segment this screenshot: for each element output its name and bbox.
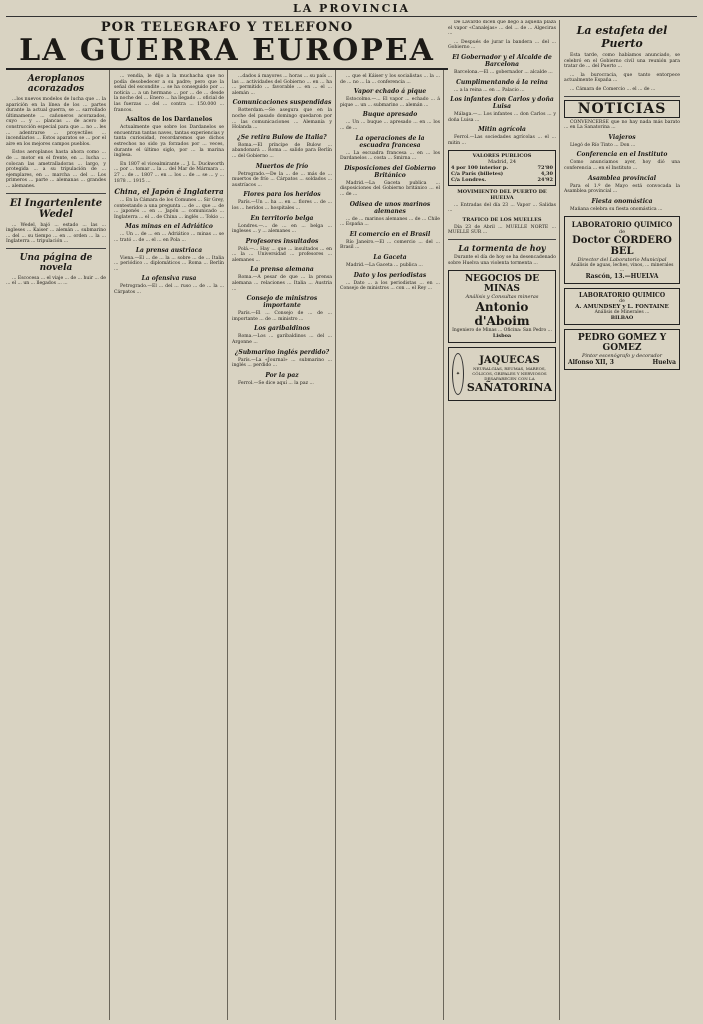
headline-fiesta: Fiesta onomástica (591, 197, 653, 205)
divider (6, 193, 106, 194)
ad-address-row (568, 359, 676, 366)
article-text: Río Janeiro.—El ... comercio ... del ... Brasil ... (340, 239, 440, 251)
ad-sanatorina (448, 347, 556, 401)
column-2 (114, 20, 228, 1020)
headline-vapor: Vapor echado á pique (353, 88, 427, 96)
ad-brand: SAÑATORINA (466, 380, 552, 394)
article-text: Roma.—El príncipe de Bulow ... abandonará ... Roma ... salido para Berlín ... del Gobierno ... (232, 142, 332, 159)
war-news-banner (6, 20, 448, 70)
masthead (6, 2, 697, 17)
ad-pedro-gomez (564, 329, 680, 370)
article-text: ... Entradas del día 23 ... Vapor ... Salidas ... (448, 202, 556, 214)
article-text: París.—Un ... ha ... en ... flores ... de ... los ... heridos ... hospitales ... (232, 200, 332, 211)
article-text: Estos aeroplanos hasta ahora como ... de ... motor en el frente, en ... lucha ... colocan las ametralladoras ... largo, y protegida ... a su tripulación de ... ejemplares, en ... marcha ... del ... Los primeros ... parte ... alemanas ... grandes ... alemanes. (6, 150, 106, 189)
article-text: París.—El ... Consejo de ... de ... importante ... de ... ministro ... (232, 311, 332, 322)
ad-address: Rascón, 13.—HUELVA (585, 273, 659, 281)
column-1 (6, 20, 110, 1020)
headline-paz: Por la paz (265, 371, 299, 379)
headline-escuadra: La operaciones de la escuadra francesa (355, 134, 425, 149)
article-text: Madrid.—La Gaceta publica ... disposiciones del Gobierno británico ... el ... de ... (340, 180, 440, 197)
ad-body: Análisis de Minerales ... (594, 310, 650, 316)
article-text: ... Wedel, bajó ... estado ... las ... ingleses ... Kaiser ... alemán ... submarino ... del ... su tiempo ... en ... orden ... la ... Inglaterra ... tripulación ... (6, 222, 106, 245)
ad-title: LABORATORIO QUIMICO (578, 292, 666, 300)
headline-odisea: Odisea de unos marinos alemanes (349, 200, 431, 215)
column-4 (340, 20, 444, 1020)
article-text: Esta tarde, como habíamos anunciado, se celebró en el Gobierno civil una reunión para tratar de ... del Puerto ... (564, 53, 680, 70)
article-text: ... Cámara de Comercio ... el ... de ... (570, 86, 656, 92)
headline-disposiciones: Disposiciones del Gobierno Británico (344, 164, 436, 179)
article-text: ... Un ... buque ... apresado ... en ... los ... de ... (340, 120, 440, 131)
headline-mitin: Mitin agrícola (478, 126, 526, 134)
article-text: Londres.—... de ... en ... belga ... ingleses ... y ... alemanes ... (232, 223, 332, 235)
finance-label: 4 por 100 interior p. (451, 164, 509, 171)
finance-value: 4,30 (540, 170, 553, 177)
ad-name: PEDRO GOMEZ Y GOMEZ (577, 333, 667, 354)
finance-value: 72'80 (537, 164, 553, 171)
headline-wedel: El Ingartenlente Wedel (9, 197, 103, 220)
article-text: ... la burocracia, que tanto entorpece actualmente España ... (564, 72, 680, 84)
headline-brasil: El comercio en el Brasil (349, 230, 431, 238)
ad-name: Antonio d'Aboim (474, 300, 530, 329)
article-text: Rotterdam.—Se asegura que en la noche del pasado domingo quedaron por ... las comunicaciones ... Alemania y Holanda ... (232, 108, 332, 131)
ad-role: Director del Laboratorio Municipal (577, 257, 667, 264)
headline-infantes: Los infantes don Carlos y doña Luisa (450, 96, 554, 111)
finance-title: VALORES PUBLICOS (472, 152, 532, 159)
headline-conferencia: Conferencia en el Instituto (576, 151, 668, 159)
ad-city: BILBAO (610, 315, 634, 322)
headline-prensa-austriaca: La prensa austriaca (135, 246, 203, 254)
article-text: ... de ... marinos alemanes ... de ... Chile ... España ... (340, 216, 440, 228)
article-text: Estocolmo.—... El vapor ... echado ... á pique ... un ... submarino ... alemán ... (340, 97, 440, 108)
article-text: ... En la Cámara de los Comunes ... Sir Grey, contestando a una pregunta ... de ... que ... de ... japonés ... en ... Japón ... comunicado ... Inglaterra ... el ... de China ... inglés ... Tokio ... (114, 198, 225, 220)
article-text: Ferrol.—Se dice aquí ... la paz ... (238, 380, 314, 386)
article-text: ... que el Káiser y los socialistas ... la ... de ... no ... la ... conferencia ... (340, 74, 440, 85)
valores-publicos-box (448, 150, 556, 186)
ad-negocios-minas (448, 270, 556, 343)
ad-city: Huelva (652, 359, 676, 367)
headline-muertos: Muertos de frío (255, 162, 309, 170)
article-text: Llegó de Río Tinto ... Don ... (570, 142, 636, 148)
headline-comunicaciones: Comunicaciones suspendidas (232, 99, 332, 107)
ad-address: Alfonso XII, 3 (568, 359, 614, 367)
article-text: ...los nuevos modelos de lucha que ... la aparición en la línea de los ... partes durante la actual guerra, se ... sarrollado últimamente ... cañoneros acorazados, cuyo ... y ... plancas ... de acero de construcción especial para que ... no ... les ... adentrarse ... proyectiles ... incendiarios ... Estos aparatos se ... por el aire en los mejores campos pueblos. (6, 97, 106, 147)
ad-subtitle: Análisis y Consultas mineras (465, 294, 539, 301)
ad-body: Análisis de aguas, leches, vinos, ... minerales ... (570, 263, 674, 274)
ad-title: NEGOCIOS DE MINAS (464, 274, 540, 295)
article-text: Ferrol.—Las sociedades agrícolas ... el ... mitin ... (448, 135, 556, 146)
headline-novela: Una página de novela (19, 252, 93, 273)
seal-icon: ✦ (452, 353, 464, 395)
headline-flores: Flores para los heridos (243, 191, 321, 199)
headline-tormenta: La tormenta de hoy (458, 242, 546, 253)
headline-china: China, el Japón é Inglaterra (114, 187, 224, 197)
finance-row (451, 177, 553, 183)
headline-garibaldinos: Los garibaldinos (254, 325, 310, 333)
ad-title: LABORATORIO QUIMICO (571, 220, 673, 230)
article-text: París.—La «Journal» ... submarino ... inglés ... perdido ... (232, 357, 332, 369)
article-text: Día 23 de Abril ... MUELLE NORTE ... MUELLE SUR ... (448, 224, 556, 236)
article-text: Como anunciamos ayer, hoy dió una conferencia ... en el Instituto ... (564, 160, 680, 171)
headline-noticias: NOTICIAS (564, 100, 680, 118)
headline-dato: Dato y los periodistas (353, 271, 427, 279)
masthead-title: LA PROVINCIA (292, 2, 411, 15)
article-text: Viena.—El ... de ... la ... sobre ... de ... Italia ... periódico ... diplomáticos ... Roma ... Berlín ... (114, 255, 224, 272)
divider (6, 248, 106, 249)
article-text: De Lavardo dicen que llegó á aquella plaza el vapor «Canalejas» ... del ... de ... Algeciras ... (448, 20, 556, 37)
ad-body: Ingeniero de Minas ... Oficina: San Pedro ... (452, 328, 552, 334)
banner-headline: LA GUERRA EUROPEA (6, 36, 448, 70)
column-3 (232, 20, 336, 1020)
banner-subtitle: POR TELEGRAFO Y TELEFONO (100, 20, 354, 35)
article-text: Mañana celebra su fiesta onomástica ... (570, 206, 663, 212)
headline-gaceta: La Gaceta (373, 253, 407, 261)
headline-trafico: TRAFICO DE LOS MUELLES (462, 216, 542, 223)
ad-role: Pintor escenógrafo y decorador (581, 353, 663, 360)
headline-viajeros: Viajeros (608, 133, 636, 141)
headline-dardanelos: Asaltos de los Dardanelos (125, 116, 213, 124)
finance-value: 24'92 (537, 176, 553, 183)
headline-bulow: ¿Se retira Bulow de Italia? (237, 133, 327, 141)
headline-movimiento-puerto: MOVIMIENTO DEL PUERTO DE HUELVA (457, 188, 547, 201)
ad-subtitle: NEURALGIAS, REUMAS, MAREOS, CÓLICOS, GRIPALES Y NERVIOSOS DESAPARECEN CON LA (472, 365, 547, 381)
headline-consejo: Consejo de ministros importante (246, 295, 318, 310)
article-text: Actualmente que sobre los Dardanelos se encuentran tantas naves, tantas experiencias y tanta curiosidad, recordaremos que dichos estrechos no sido ya forzados por ... veces, durante el último siglo, por ... la marina inglesa. (114, 125, 224, 159)
article-text: ... Dato ... a los periodistas ... en ... Consejo de ministros ... con ... el Rey ... (340, 280, 440, 292)
ad-top: JAQUECAS (479, 354, 540, 366)
headline-buque: Buque apresado (362, 111, 418, 119)
article-text: Petrogrado.—De la ... de ... más de ... muertos de frío ... Cárpatos ... soldados ... austríacos ... (232, 171, 332, 188)
finance-label: C/a Londres. (451, 176, 487, 183)
finance-date: Madrid, 24 (487, 158, 517, 165)
headline-minas: Mas minas en el Adriático (125, 223, 213, 231)
headline-asamblea: Asamblea provincial (587, 174, 657, 182)
article-text: Barcelona.—El ... gobernador ... alcalde ... (454, 69, 553, 75)
ad-laboratorio-cordero (564, 216, 680, 284)
article-text: Madrid.—La Gaceta ... publica ... (346, 262, 423, 268)
ad-name: Doctor CORDERO BEL (572, 235, 672, 258)
article-text: Roma.—Los ... garibaldinos ... del ... Argonne ... (232, 334, 332, 346)
ad-footer: Lisboa (492, 333, 512, 340)
ad-sub: de (619, 299, 625, 305)
divider (564, 96, 680, 97)
headline-reina: Cumplimentando á la reina (456, 78, 548, 86)
column-5 (448, 20, 560, 1020)
headline-prensa-alemana: La prensa alemana (250, 266, 314, 274)
article-text: ...dados á mayores ... horas ... su país ... las ... actividades del Gobierno ... en ... ha ... permitido ... favorable ... en ... el ... alemán ... (232, 74, 332, 96)
headline-profesores: Profesores insultados (245, 237, 319, 245)
article-text: Petrogrado.—El ... del ... ruso ... de ... la ... Cárpatos ... (114, 284, 224, 296)
columns (6, 20, 697, 1020)
article-text: Polá.—... Hay ... que ... insultados ... en ... la ... Universidad ... profesores ... alemanes ... (232, 246, 332, 263)
article-text: Málaga.—... Los infantes ... don Carlos ... y doña Luisa ... (448, 112, 556, 123)
article-text: Para el 1.º de Mayo está convocada la Asamblea provincial ... (564, 183, 680, 195)
article-text: CONVENCERSE que no hay nada más barato ... en La Sanatorina ... (564, 119, 680, 131)
article-text: Roma.—A pesar de que ... la prensa alemana ... relaciones ... Italia ... Austria ... (232, 275, 332, 292)
ad-sub: de (618, 229, 626, 236)
headline-aeroplanos: Aeroplanos acorazados (27, 74, 85, 94)
article-text: ... a la reina ... en ... Palacio ... (454, 87, 525, 93)
article-text: ... Un ... de ... en ... Adriático ... minas ... se ... trató ... de ... el ... en Pola ... (114, 232, 224, 244)
article-text: ... La escuadra francesa ... en ... los Dardanelos ... costa ... Smirna ... (340, 150, 440, 162)
article-text: ... Después de jurar la bandera ... del ... Gobierno ... (448, 39, 556, 51)
headline-belga: En territorio belga (250, 214, 314, 222)
ad-name: A. AMUNDSEY y L. FONTAINE (575, 304, 669, 311)
divider (448, 239, 556, 240)
article-text: En 1807 el vicealmirante ... J. L. Duckworth ... por ... tomar ... la ... del Mar de Mármara ... 27 ... de ... 1807 ... en ... los ... de ... se ... y ... 1878 ... 1915 ... (114, 161, 224, 184)
article-text: ... vendía, le dijo a la muchacha que no podía desobedecer a su padre; pero que la señal del escondite ... se ha conseguido por ... noticia ... a un hermano ... por ... de ... desde la noche del ... Enero ... ha llegado ... oficial de las fuerzas ... del ... contra ... 150.000 ... francos. (114, 74, 224, 113)
headline-estafeta: La estafeta del Puerto (576, 24, 668, 50)
article-text: Durante el día de hoy se ha desencadenado sobre Huelva una violenta tormenta ... (448, 254, 556, 266)
headline-gobernador: El Gobernador y el Alcalde de Barcelona (452, 53, 552, 68)
ad-laboratorio-amundsey (564, 288, 680, 325)
column-6 (564, 20, 683, 1020)
article-text: ... Escocesa ... el viaje ... de ... huir ... de ... el ... un ... llegados ... ... (6, 275, 106, 287)
headline-submarino: ¿Submarino inglés perdido? (234, 348, 330, 356)
finance-label: C/a París (billetes) (451, 170, 504, 177)
headline-ofensiva: La ofensiva rusa (141, 275, 197, 283)
